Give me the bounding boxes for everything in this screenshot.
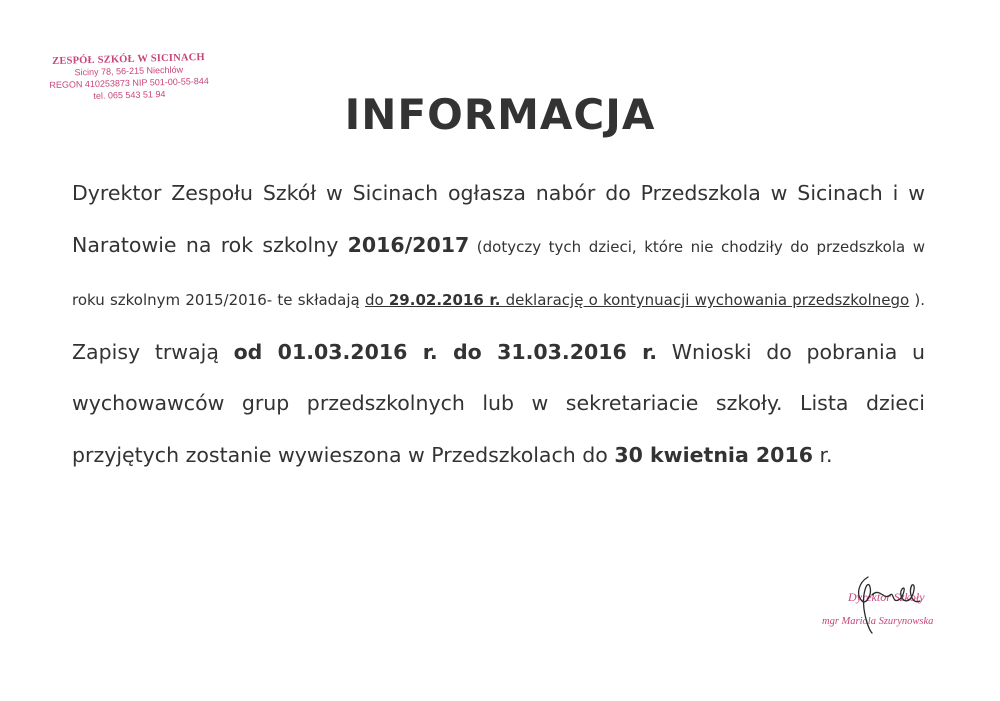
school-year: 2016/2017 <box>347 232 470 257</box>
signature-stamp <box>820 565 970 635</box>
list-date: 30 kwietnia 2016 <box>614 442 813 467</box>
declaration-text: deklarację o kontynuacji wychowania przedszkolnego <box>500 291 910 309</box>
stamp-address: Siciny 78, 56-215 Niechlów <box>74 64 184 78</box>
stamp-phone: tel. 065 543 51 94 <box>93 89 166 101</box>
stamp-regon: REGON 410253873 NIP 501-00-55-844 <box>49 75 209 91</box>
deadline-prefix: do <box>364 291 389 309</box>
announcement-text <box>72 168 925 481</box>
enrollment-period: od 01.03.2016 r. do 31.03.2016 r. <box>233 339 658 364</box>
enrollment-label: Zapisy trwają <box>72 339 234 364</box>
note-close: ). <box>909 291 926 309</box>
signature-role: Dyrektor Szkoły <box>848 590 925 604</box>
signature-name: mgr Mariola Szurynowska <box>822 616 934 627</box>
note-text: (dotyczy tych dzieci, które nie chodziły do przedszkola w roku szkolnym 2015/2016- te składają <box>72 237 926 309</box>
page-title: INFORMACJA <box>344 90 656 139</box>
stamp-title: ZESPÓŁ SZKÓŁ W SICINACH <box>52 52 206 68</box>
text-end: r. <box>812 442 833 467</box>
declaration-deadline: 29.02.2016 r. <box>388 291 501 309</box>
handwritten-signature <box>850 565 940 635</box>
text-details: Wnioski do pobrania u wychowawców grup przedszkolnych lub w sekretariacie szkoły. Lista dzieci przyjętych zostanie wywieszona w Przedszkolach do <box>72 339 925 467</box>
text-intro: Dyrektor Zespołu Szkół w Sicinach ogłasza nabór do Przedszkola w Sicinach i w Naratowie na rok szkolny <box>72 181 925 257</box>
